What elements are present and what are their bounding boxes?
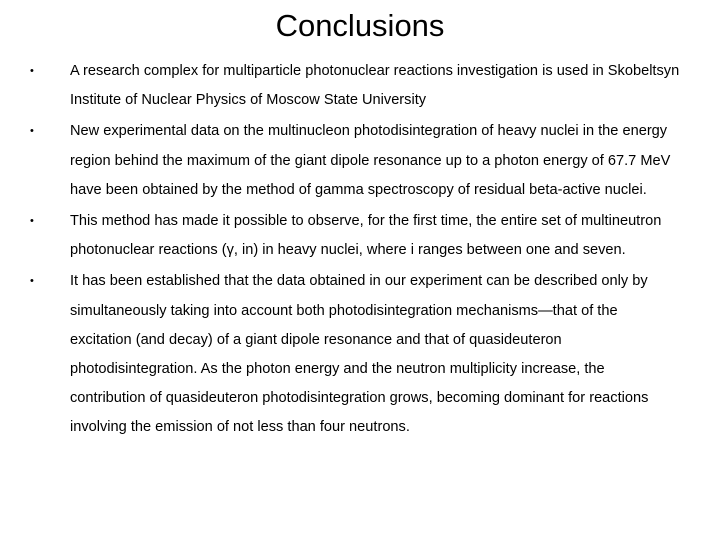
bullet-text: New experimental data on the multinucleon photodisintegration of heavy nuclei in the energy region behind the maximum of the giant dipole resonance up to a photon energy of 67.7 MeV have been obtained by the method of gamma spectroscopy of residual beta-active nuclei. — [70, 123, 671, 198]
bullet-item — [0, 117, 680, 205]
bullet-item — [0, 57, 680, 115]
bullet-text: This method has made it possible to observe, for the first time, the entire set of multineutron photonuclear reactions (γ, in) in heavy nuclei, where i ranges between one and seven. — [70, 213, 662, 259]
bullet-item — [0, 207, 680, 265]
bullet-marker: • — [30, 215, 34, 228]
bullet-marker: • — [30, 65, 34, 77]
bullet-text: A research complex for multiparticle photonuclear reactions investigation is used in Skobeltsyn Institute of Nuclear Physics of Moscow State University — [70, 63, 680, 109]
bullet-list — [0, 57, 720, 445]
bullet-text: It has been established that the data obtained in our experiment can be described only by simultaneously taking into account both photodisintegration mechanisms—that of the excitation (and decay) of a giant dipole resonance and that of quasideuteron photodisintegration. As the photon energy and the neutron multiplicity increase, the contribution of quasideuteron photodisintegration grows, becoming dominant for reactions involving the emission of not less than four neutrons. — [70, 273, 649, 436]
bullet-marker: • — [30, 125, 34, 138]
bullet-marker: • — [30, 275, 34, 288]
slide-title: Conclusions — [275, 8, 445, 43]
bullet-item — [0, 267, 680, 442]
